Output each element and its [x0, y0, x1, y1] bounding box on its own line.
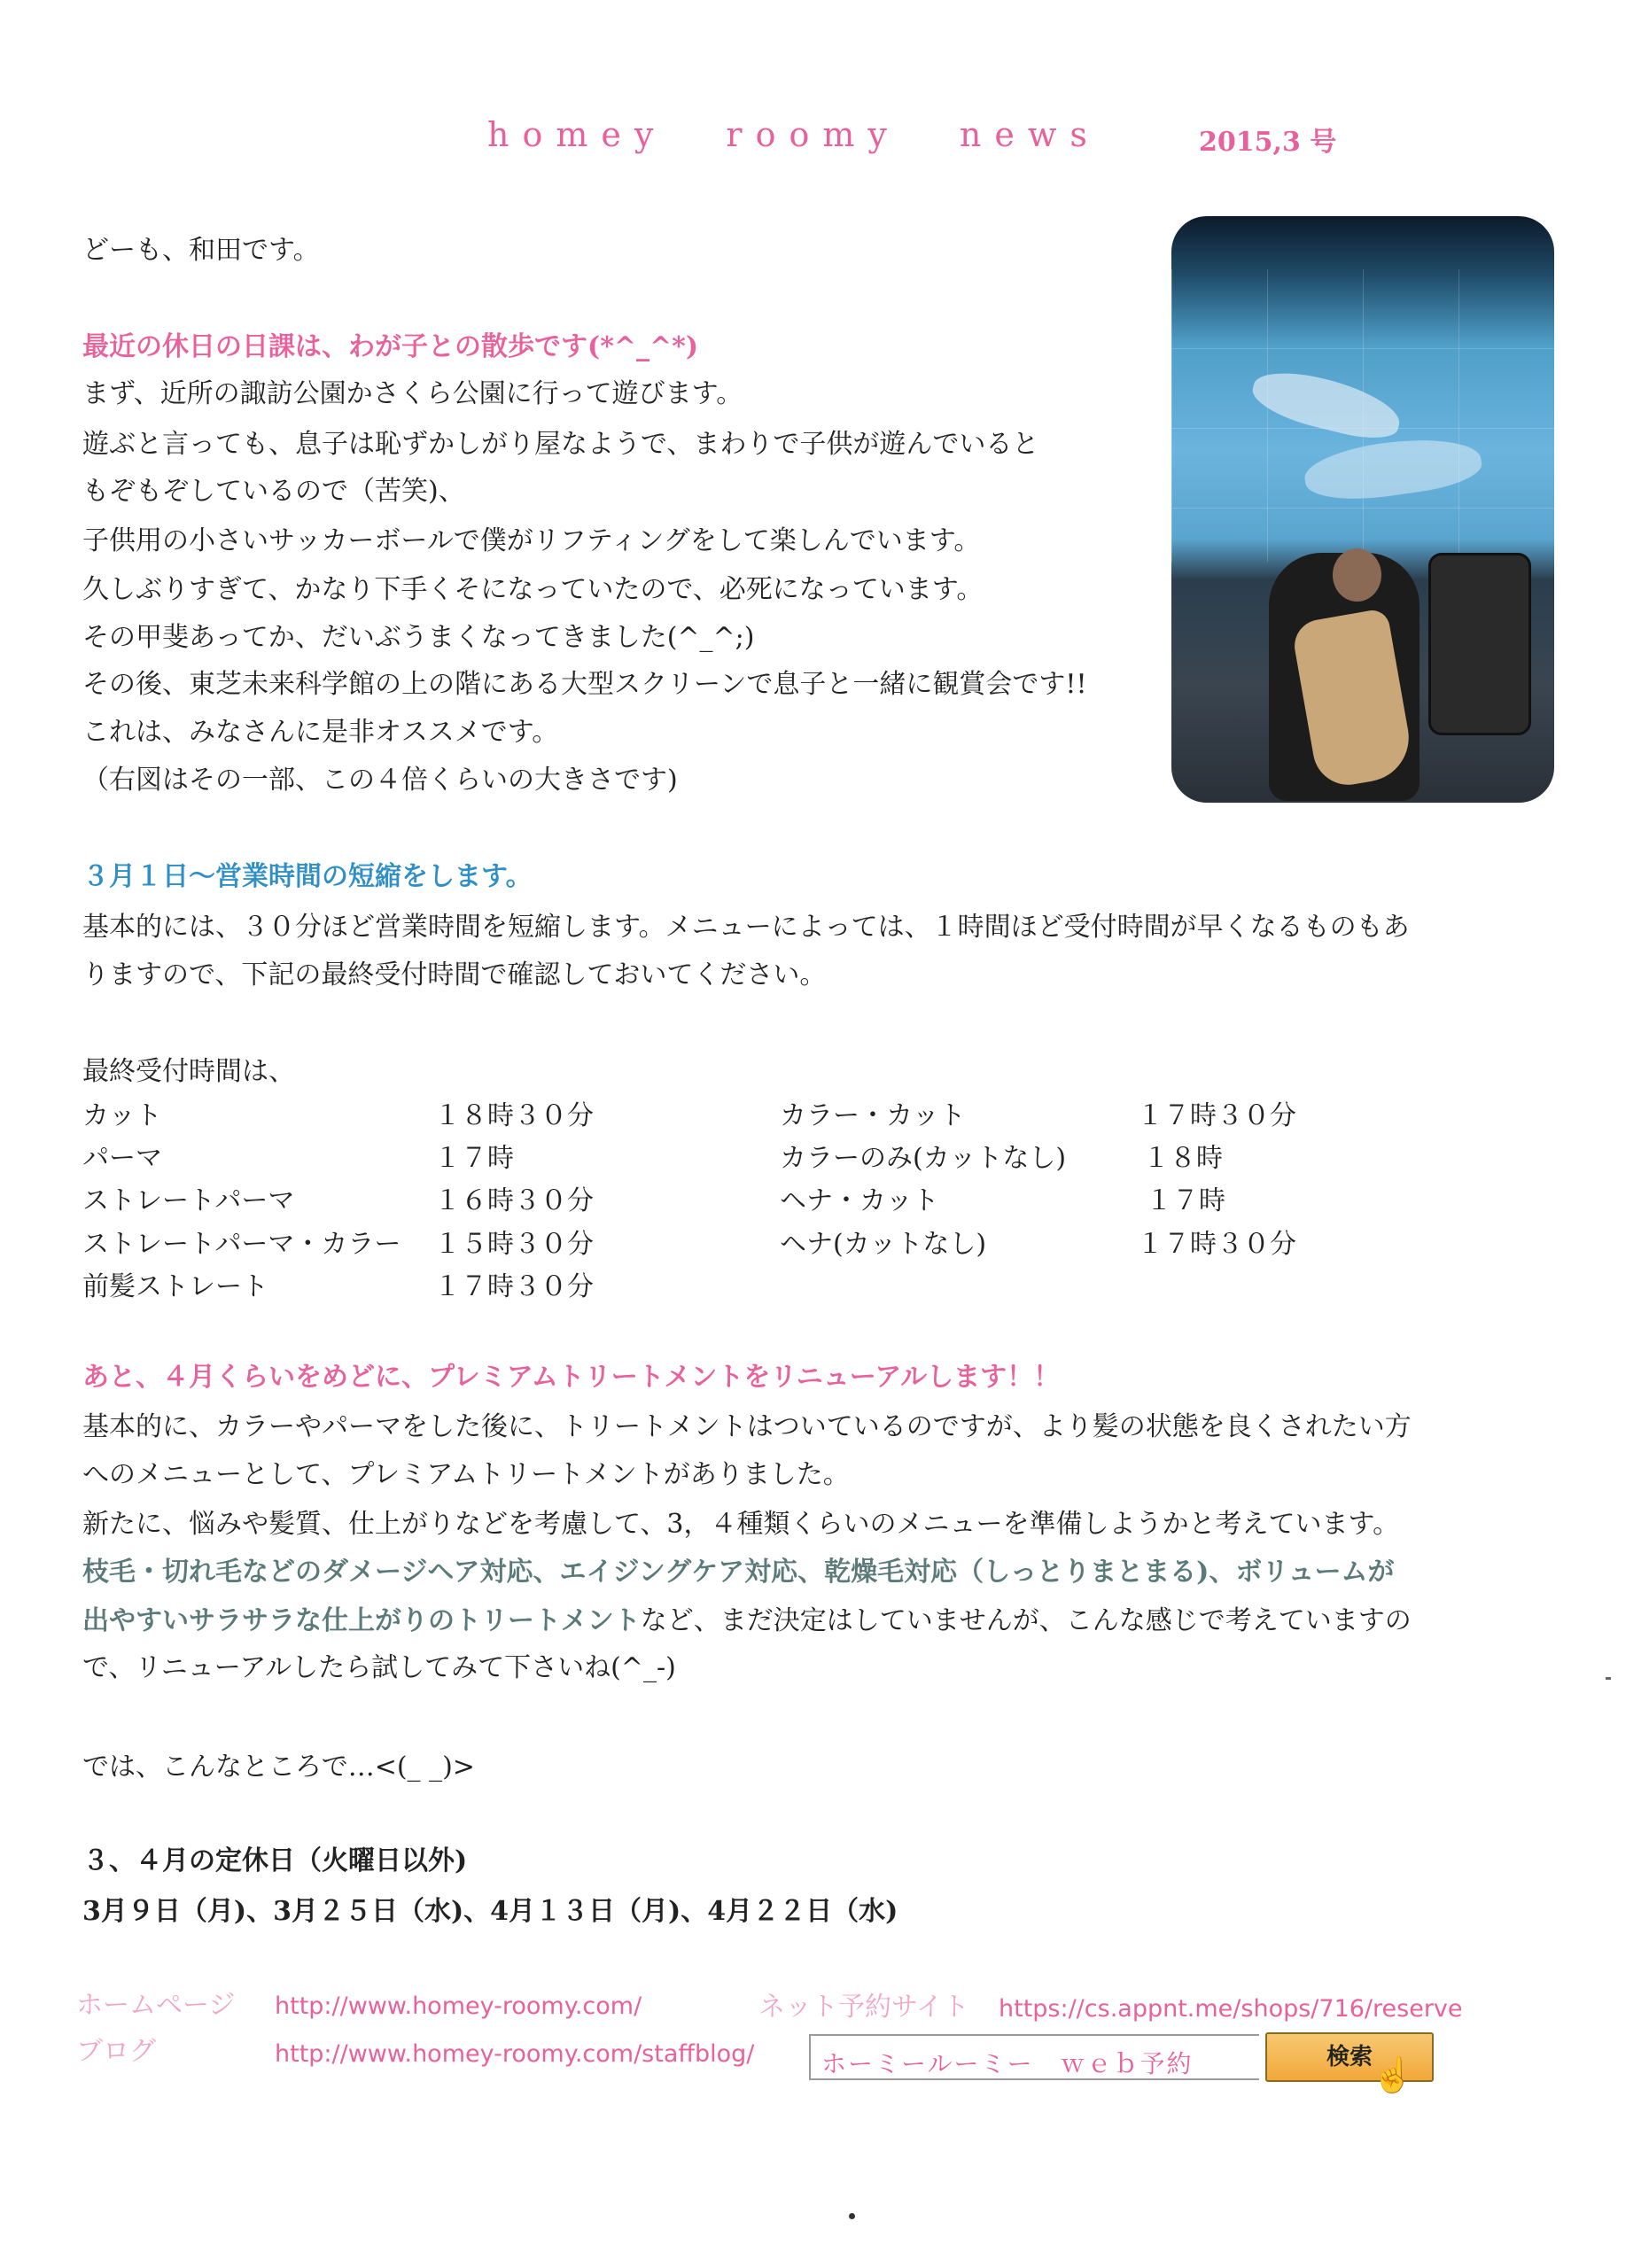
menu-name: 前髪ストレート [82, 1271, 268, 1302]
menu-name: カラーのみ(カットなし) [780, 1143, 1067, 1174]
menu-time: １５時３０分 [434, 1229, 594, 1260]
intro-line: （右図はその一部、この４倍くらいの大きさです) [82, 765, 678, 796]
menu-name: ストレートパーマ [82, 1185, 295, 1216]
intro-line: 遊ぶと言っても、息子は恥ずかしがり屋なようで、まわりで子供が遊んでいると [82, 429, 1039, 460]
last-order-label: 最終受付時間は、 [82, 1056, 295, 1087]
stroller-shape [1428, 553, 1531, 735]
menu-time: １８時 [1143, 1143, 1223, 1174]
treatment-line [82, 1605, 1412, 1636]
homepage-link[interactable]: http://www.homey-roomy.com/ [275, 1992, 642, 2020]
greeting: どーも、和田です。 [82, 235, 320, 266]
menu-time: １７時 [434, 1143, 514, 1174]
homepage-label: ホームページ [76, 1990, 236, 2021]
blog-link[interactable]: http://www.homey-roomy.com/staffblog/ [275, 2040, 755, 2068]
menu-name: ヘナ(カットなし) [780, 1229, 987, 1260]
intro-line: 子供用の小さいサッカーボールで僕がリフティングをして楽しんでいます。 [82, 525, 981, 556]
menu-time: １７時３０分 [1137, 1229, 1296, 1260]
menu-time: １７時３０分 [1137, 1100, 1296, 1131]
menu-name: カット [82, 1100, 162, 1131]
treatment-line: 枝毛・切れ毛などのダメージヘア対応、エイジングケア対応、乾燥毛対応（しっとりまとまる)、ボリュームが [82, 1557, 1395, 1588]
hours-line: りますので、下記の最終受付時間で確認しておいてください。 [82, 959, 827, 990]
holidays-heading: ３、４月の定休日（火曜日以外) [82, 1845, 468, 1876]
intro-line: まず、近所の諏訪公園かさくら公園に行って遊びます。 [82, 378, 743, 409]
treatment-heading: あと、４月くらいをめどに、プレミアムトリートメントをリニューアルします！！ [82, 1362, 1061, 1393]
closing-line: では、こんなところで…<(_ _)> [82, 1751, 475, 1783]
issue-number: 2015,3 号 [1199, 127, 1337, 158]
treatment-line: 基本的に、カラーやパーマをした後に、トリートメントはついているのですが、より髪の状態を良くされたい方 [82, 1411, 1412, 1442]
holidays-dates: 3月９日（月)、3月２５日（水)、4月１３日（月)、4月２２日（水) [82, 1896, 898, 1927]
hand-cursor-icon: ☝ [1372, 2055, 1414, 2094]
reservation-label: ネット予約サイト [758, 1992, 969, 2023]
intro-line: もぞもぞしているので（苦笑)、 [82, 476, 465, 507]
newsletter-title: homey roomy news [487, 115, 1101, 154]
intro-heading: 最近の休日の日課は、わが子との散歩です(*^_^*) [82, 331, 699, 362]
hours-line: 基本的には、３０分ほど営業時間を短縮します。メニューによっては、１時間ほど受付時間が早くなるものもあ [82, 912, 1410, 943]
menu-time: １８時３０分 [434, 1100, 594, 1131]
treatment-line: へのメニューとして、プレミアムトリートメントがありました。 [82, 1459, 850, 1490]
menu-name: ヘナ・カット [780, 1185, 939, 1216]
intro-line: その甲斐あってか、だいぶうまくなってきました(^_^;) [82, 622, 755, 653]
scan-speck [1606, 1677, 1611, 1680]
aquarium-screen-photo [1171, 216, 1554, 803]
scan-dot [849, 2213, 855, 2219]
treatment-line: で、リニューアルしたら試してみて下さいね(^_-) [82, 1652, 676, 1683]
menu-name: ストレートパーマ・カラー [82, 1229, 401, 1260]
menu-time: １７時３０分 [434, 1271, 594, 1302]
treatment-highlight: 出やすいサラサラな仕上がりのトリートメント [82, 1605, 641, 1636]
intro-line: これは、みなさんに是非オススメです。 [82, 717, 559, 748]
menu-time: １６時３０分 [434, 1185, 594, 1216]
reservation-link[interactable]: https://cs.appnt.me/shops/716/reserve [999, 1995, 1463, 2023]
menu-name: カラー・カット [780, 1100, 966, 1131]
search-query-text: ホーミールーミー ｗｅｂ予約 [821, 2049, 1194, 2078]
menu-name: パーマ [82, 1143, 162, 1174]
treatment-line: 新たに、悩みや髪質、仕上がりなどを考慮して、3，４種類くらいのメニューを準備しようかと考えています。 [82, 1509, 1400, 1540]
menu-time: １７時 [1146, 1185, 1225, 1216]
hours-heading: ３月１日～営業時間の短縮をします。 [82, 861, 533, 892]
intro-line: その後、東芝未来科学館の上の階にある大型スクリーンで息子と一緒に観賞会です!! [82, 669, 1087, 700]
blog-label: ブログ [76, 2036, 156, 2067]
intro-line: 久しぶりすぎて、かなり下手くそになっていたので、必死になっています。 [82, 574, 984, 605]
treatment-text: など、まだ決定はしていませんが、こんな感じで考えていますの [640, 1605, 1412, 1636]
search-input[interactable] [809, 2034, 1259, 2080]
search-button[interactable]: 検索 [1265, 2032, 1434, 2082]
